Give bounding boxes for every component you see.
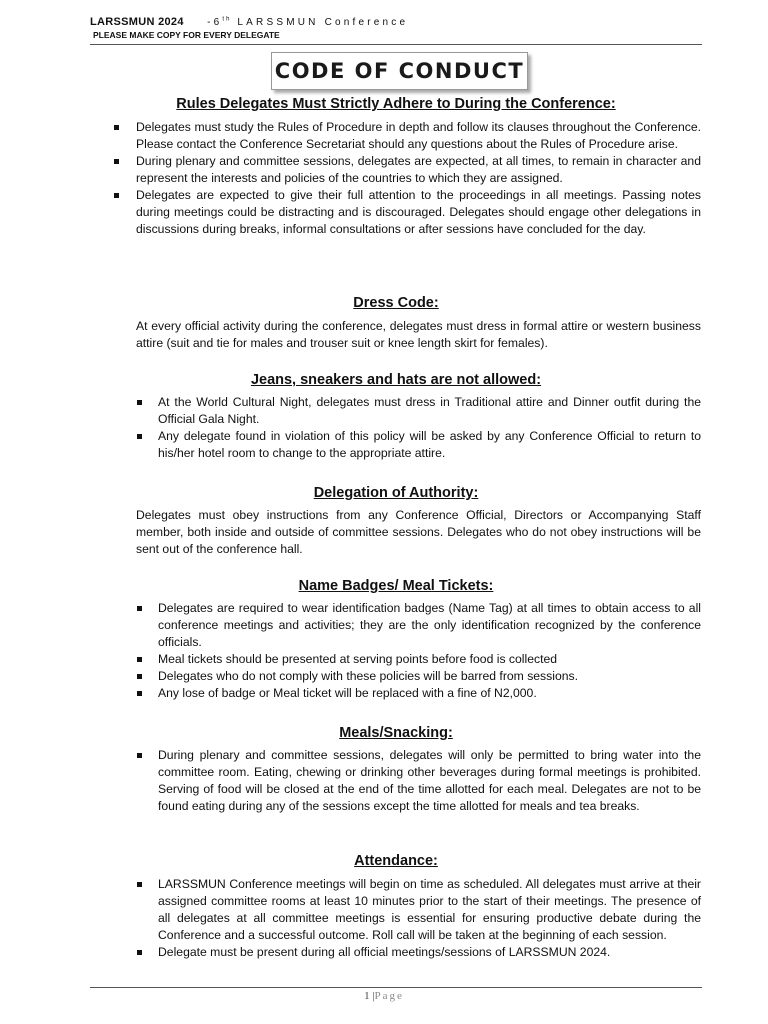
header-conference-name: LARSSMUN Conference <box>237 17 409 28</box>
section-title-jeans: Jeans, sneakers and hats are not allowed: <box>250 372 542 388</box>
list-item: Delegates who do not comply with these policies will be barred from sessions. <box>158 668 701 685</box>
list-item: Any delegate found in violation of this policy will be asked by any Conference Official to return to his/her hotel room to change to the appropriate attire. <box>158 429 701 460</box>
header-line <box>90 16 702 28</box>
list-item: During plenary and committee sessions, delegates will only be permitted to bring water into the committee room. Eating, chewing or drinking other beverages during formal meetings is prohibited. Serving of food will be closed at the end of the time allotted for each meal. Delegates are not to be found eating during any of the sessions except the time allotted for meals and tea breaks. <box>158 748 701 813</box>
list-item: Meal tickets should be presented at serving points before food is collected <box>158 651 701 668</box>
page-title: CODE OF CONDUCT <box>274 59 525 83</box>
section-title-badges: Name Badges/ Meal Tickets: <box>298 578 494 594</box>
badges-list <box>158 600 701 702</box>
list-item: Delegate must be present during all official meetings/sessions of LARSSMUN 2024. <box>158 944 701 961</box>
header-conference-prefix: -6 <box>207 17 223 28</box>
section-title-dress-code: Dress Code: <box>353 295 439 311</box>
list-item: Delegates must study the Rules of Procedure in depth and follow its clauses throughout the Conference. Please contact the Conference Secretariat should any questions about the Rules of Procedure arise. <box>136 120 701 151</box>
list-item: During plenary and committee sessions, delegates are expected, at all times, to remain in character and represent the interests and policies of the countries to which they are assigned. <box>136 154 701 185</box>
list-item: Delegates are expected to give their full attention to the proceedings in all meetings. Passing notes during meetings could be distracting and is discouraged. Delegates should engage other delegations in discussions during breaks, informal consultations or after sessions have concluded for the day. <box>136 188 701 236</box>
header-org: LARSSMUN 2024 <box>90 16 184 28</box>
title-box <box>271 52 528 90</box>
list-item: LARSSMUN Conference meetings will begin on time as scheduled. All delegates must arrive at their assigned committee rooms at least 10 minutes prior to the start of their meetings. The presence of all delegates at all committee meetings is essential for ensuring productive debate during the Conference and a successful outcome. Roll call will be taken at the beginning of each session. <box>158 877 701 942</box>
page-number: 1 <box>364 990 370 1002</box>
header-divider <box>90 44 702 45</box>
list-item: Delegates are required to wear identification badges (Name Tag) at all times to obtain access to all conference meetings and activities; they are the only identification recognized by the conference officials. <box>158 601 701 649</box>
document-header <box>90 16 702 40</box>
list-item: Any lose of badge or Meal ticket will be replaced with a fine of N2,000. <box>158 685 701 702</box>
header-copy-note: PLEASE MAKE COPY FOR EVERY DELEGATE <box>93 30 280 40</box>
meals-list <box>158 747 701 815</box>
page-label: Page <box>374 990 404 1002</box>
footer-divider <box>90 987 702 988</box>
header-conference <box>207 17 408 28</box>
authority-text: Delegates must obey instructions from any Conference Official, Directors or Accompanying Staff member, both inside and outside of committee sessions. Delegates who do not obey instructions will be sent out of the conference hall. <box>136 508 701 556</box>
jeans-list <box>158 394 701 462</box>
section-title-rules: Rules Delegates Must Strictly Adhere to During the Conference: <box>176 96 616 112</box>
section-title-meals: Meals/Snacking: <box>339 725 453 741</box>
page-footer <box>0 990 768 1002</box>
section-title-authority: Delegation of Authority: <box>313 485 479 501</box>
footer-separator: | <box>372 990 375 1002</box>
attendance-list <box>158 876 701 961</box>
list-item: At the World Cultural Night, delegates must dress in Traditional attire and Dinner outfit during the Official Gala Night. <box>158 395 701 426</box>
section-title-attendance: Attendance: <box>354 853 438 869</box>
rules-list <box>136 119 701 238</box>
dress-code-text: At every official activity during the conference, delegates must dress in formal attire or western business attire (suit and tie for males and trouser suit or knee length skirt for females). <box>136 319 701 350</box>
header-conference-suffix: th <box>222 16 232 23</box>
